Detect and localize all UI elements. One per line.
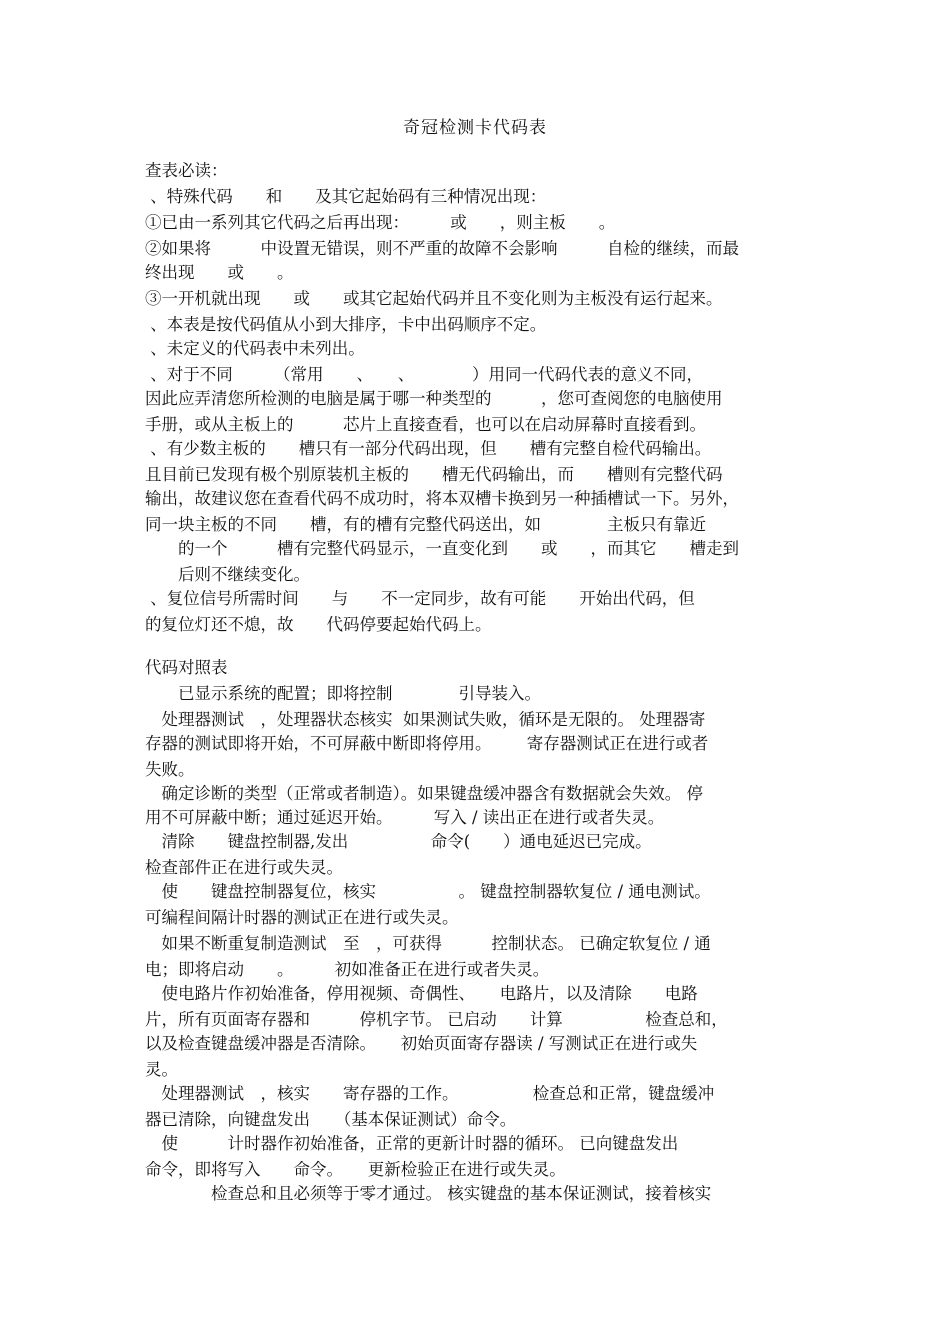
notes-line: ②如果将 中设置无错误，则不严重的故障不会影响 自检的继续，而最	[145, 239, 739, 258]
notes-line: 同一块主板的不同 槽，有的槽有完整代码送出，如 主板只有靠近	[145, 515, 706, 534]
codes-line: 以及检查键盘缓冲器是否清除。 初始页面寄存器读 / 写测试正在进行或失	[145, 1034, 698, 1053]
notes-line: ③一开机就出现 或 或其它起始代码并且不变化则为主板没有运行起来。	[145, 289, 723, 308]
codes-line: 命令，即将写入 命令。 更新检验正在进行或失灵。	[145, 1160, 566, 1179]
codes-line: 检查部件正在进行或失灵。	[145, 858, 343, 877]
notes-line: 且目前已发现有极个别原装机主板的 槽无代码输出，而 槽则有完整代码	[145, 465, 723, 484]
notes-line: 后则不继续变化。	[145, 565, 310, 584]
notes-line: 、未定义的代码表中未列出。	[145, 339, 365, 358]
notes-heading: 查表必读：	[145, 161, 228, 180]
codes-line: 灵。	[145, 1060, 178, 1079]
notes-line: 、有少数主板的 槽只有一部分代码出现，但 槽有完整自检代码输出。	[145, 439, 712, 458]
codes-line: 器已清除，向键盘发出 （基本保证测试）命令。	[145, 1110, 517, 1129]
notes-line: ①已由一系列其它代码之后再出现： 或 ，则主板 。	[145, 213, 616, 232]
codes-line: 已显示系统的配置；即将控制 引导装入。	[145, 684, 541, 703]
codes-line: 处理器测试 ，处理器状态核实 如果测试失败，循环是无限的。 处理器寄	[145, 710, 706, 729]
notes-line: 、本表是按代码值从小到大排序，卡中出码顺序不定。	[145, 315, 547, 334]
codes-line: 使 计时器作初始准备，正常的更新计时器的循环。 已向键盘发出	[145, 1134, 679, 1153]
notes-line: 、复位信号所需时间 与 不一定同步，故有可能 开始出代码，但	[145, 589, 695, 608]
codes-line: 检查总和且必须等于零才通过。 核实键盘的基本保证测试，接着核实	[145, 1184, 712, 1203]
notes-line: 的复位灯还不熄，故 代码停要起始代码上。	[145, 615, 492, 634]
notes-line: 的一个 槽有完整代码显示，一直变化到 或 ，而其它 槽走到	[145, 539, 739, 558]
notes-line: 终出现 或 。	[145, 263, 294, 282]
codes-line: 用不可屏蔽中断；通过延迟开始。 写入 / 读出正在进行或者失灵。	[145, 808, 665, 827]
codes-line: 处理器测试 ，核实 寄存器的工作。 检查总和正常，键盘缓冲	[145, 1084, 715, 1103]
notes-line: 手册，或从主板上的 芯片上直接查看，也可以在启动屏幕时直接看到。	[145, 415, 706, 434]
notes-line: 、特殊代码 和 及其它起始码有三种情况出现：	[145, 187, 547, 206]
codes-line: 清除 键盘控制器,发出 命令( ）通电延迟已完成。	[145, 832, 652, 851]
notes-line: 因此应弄清您所检测的电脑是属于哪一种类型的 ，您可查阅您的电脑使用	[145, 389, 723, 408]
codes-line: 可编程间隔计时器的测试正在进行或失灵。	[145, 908, 459, 927]
codes-line: 电；即将启动 。 初如准备正在进行或者失灵。	[145, 960, 550, 979]
codes-line: 失败。	[145, 760, 195, 779]
codes-line: 片，所有页面寄存器和 停机字节。 已启动 计算 检查总和，	[145, 1010, 728, 1029]
codes-line: 使电路片作初始准备，停用视频、奇偶性、 电路片，以及清除 电路	[145, 984, 698, 1003]
notes-line: 输出，故建议您在查看代码不成功时，将本双槽卡换到另一种插槽试一下。另外，	[145, 489, 739, 508]
notes-line: 、对于不同 （常用 、 、 ）用同一代码代表的意义不同，	[145, 365, 703, 384]
code-table-heading: 代码对照表	[145, 658, 228, 677]
codes-line: 使 键盘控制器复位，核实 。 键盘控制器软复位 / 通电测试。	[145, 882, 711, 901]
codes-line: 如果不断重复制造测试 至 ，可获得 控制状态。 已确定软复位 / 通	[145, 934, 711, 953]
codes-line: 确定诊断的类型（正常或者制造）。如果键盘缓冲器含有数据就会失效。 停	[145, 784, 703, 803]
page-title: 奇冠检测卡代码表	[403, 118, 547, 138]
codes-line: 存器的测试即将开始，不可屏蔽中断即将停用。 寄存器测试正在进行或者	[145, 734, 709, 753]
